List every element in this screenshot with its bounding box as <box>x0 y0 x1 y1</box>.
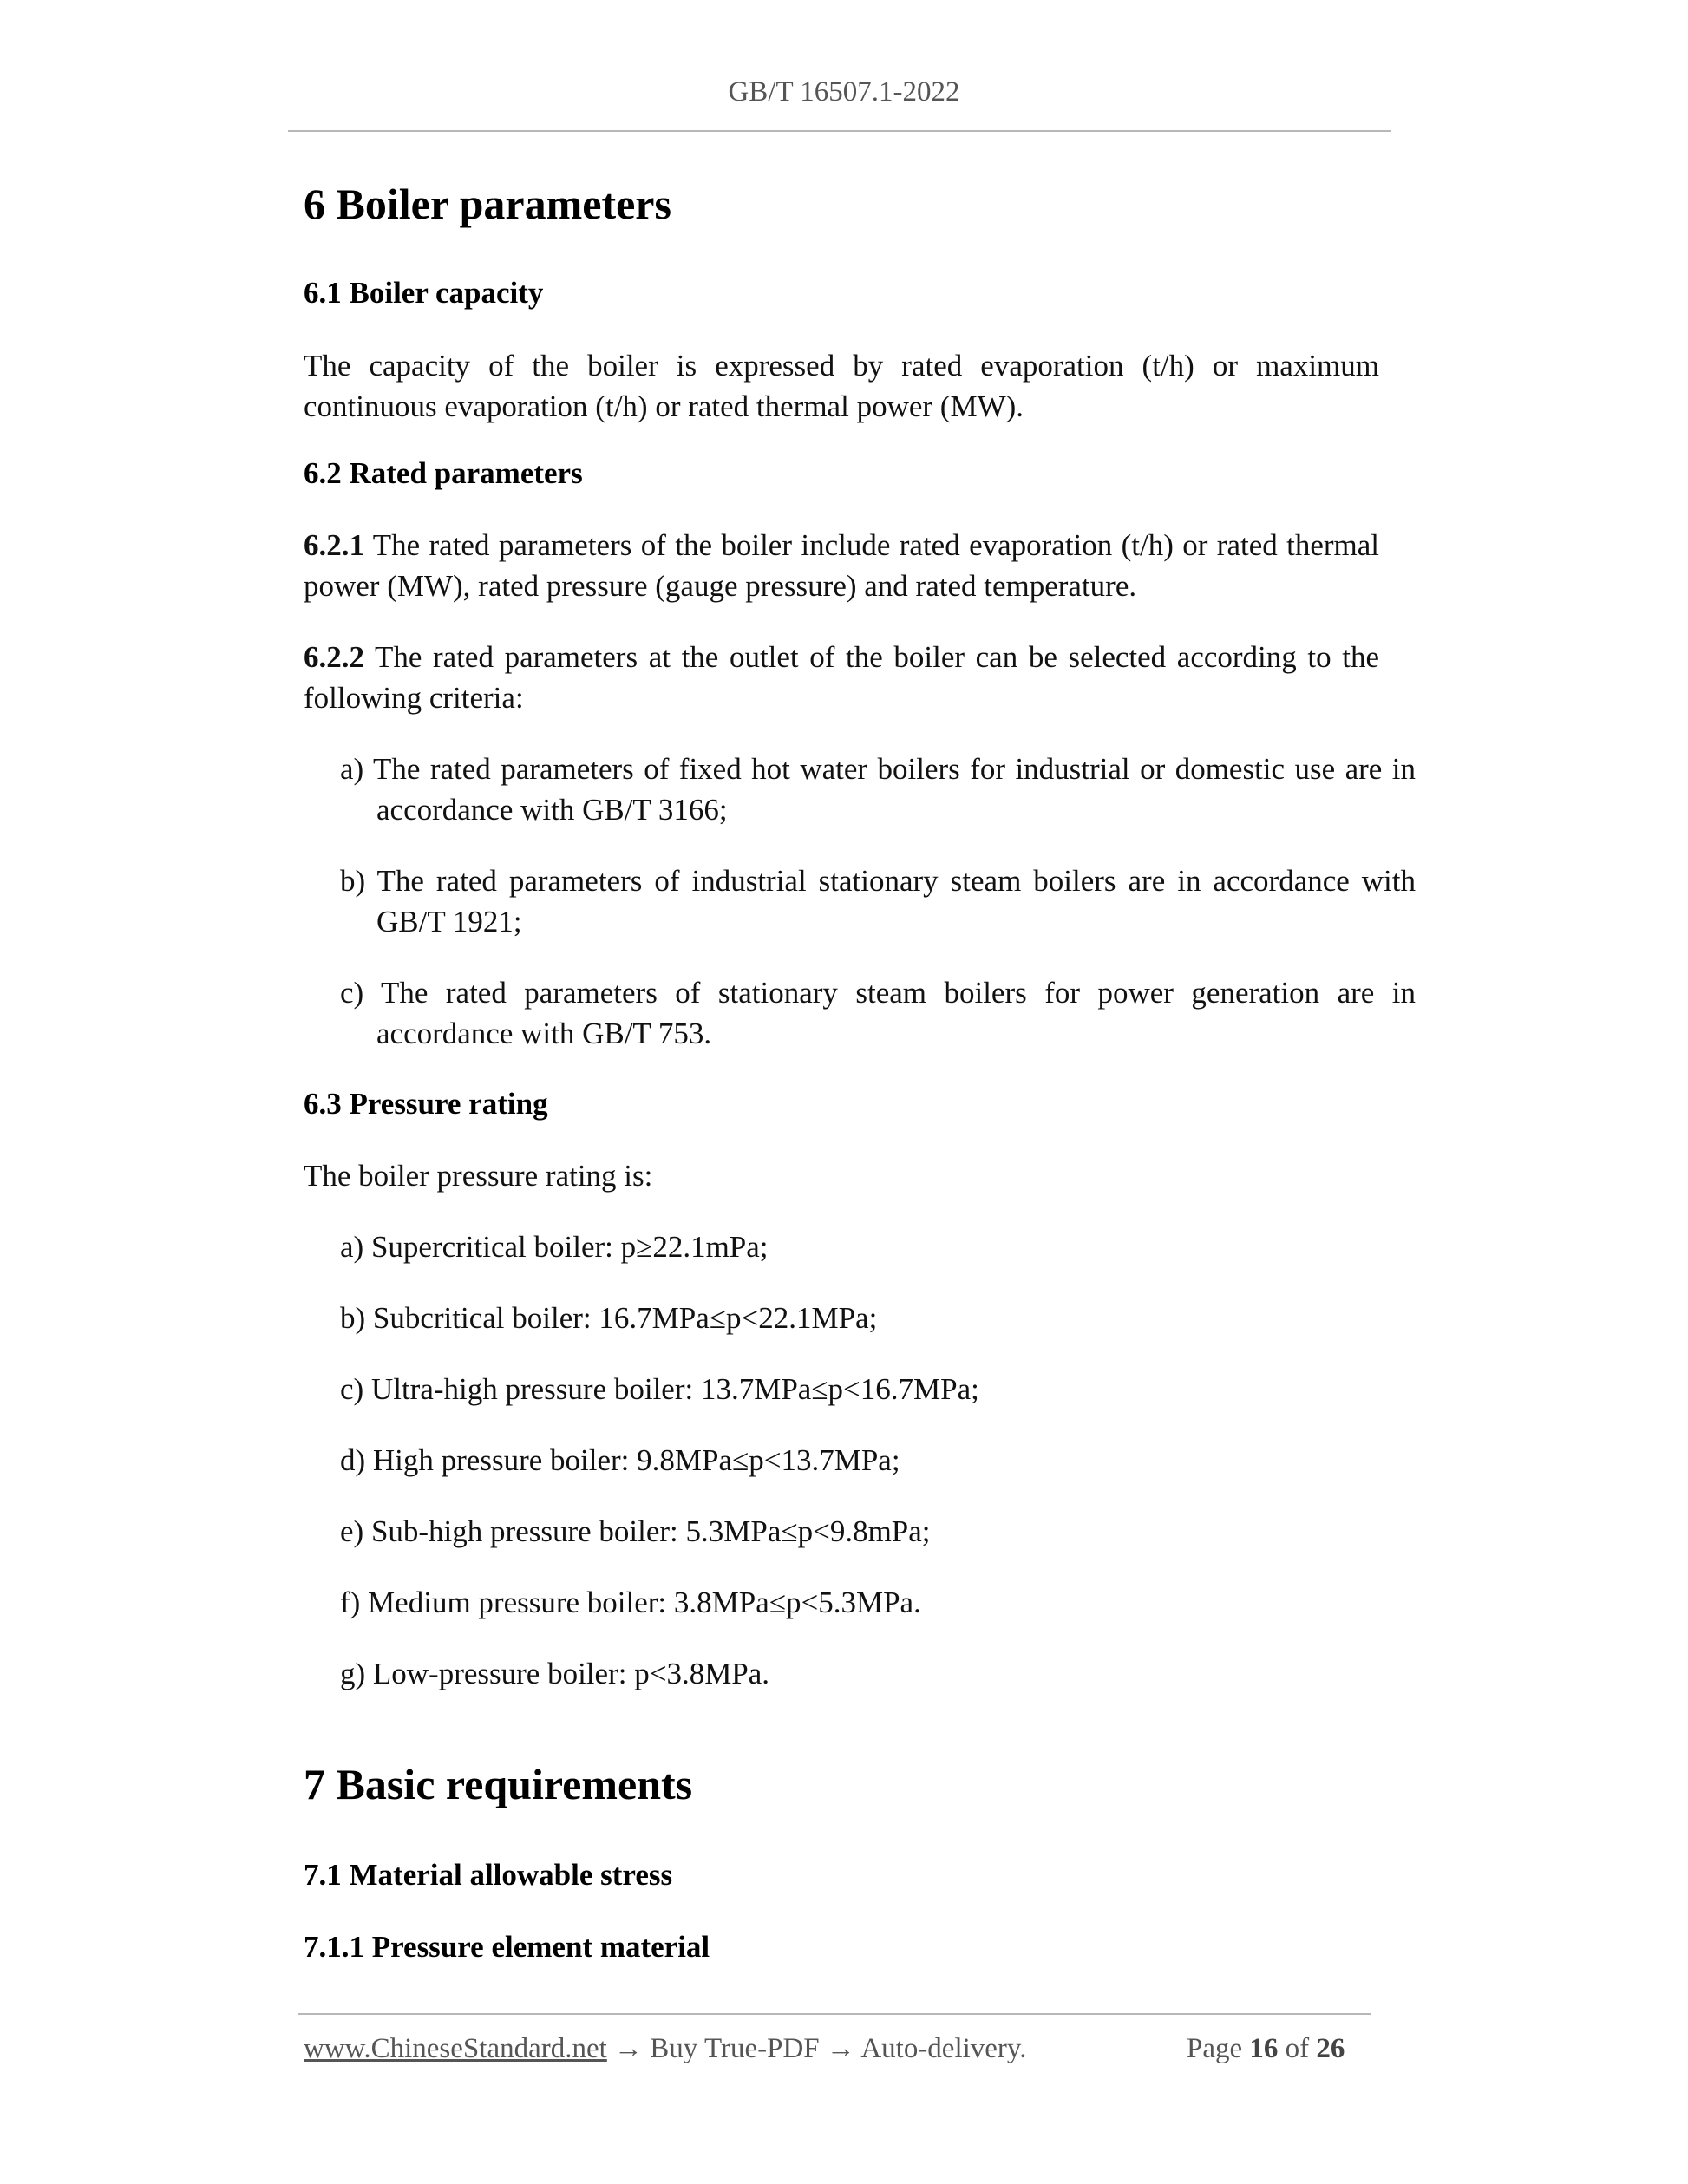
page-total: 26 <box>1316 2033 1345 2064</box>
footer-buy-text: Buy True-PDF <box>650 2033 820 2064</box>
list-item: a) The rated parameters of fixed hot water boilers for industrial or domestic use are in accordance with GB/T 3166; <box>340 752 1416 827</box>
footer-divider <box>298 2013 1371 2015</box>
page-current: 16 <box>1249 2033 1279 2064</box>
section-6-3-intro: The boiler pressure rating is: <box>304 1159 653 1193</box>
section-6-2-heading: 6.2 Rated parameters <box>304 456 583 490</box>
section-6-3-heading: 6.3 Pressure rating <box>304 1087 548 1121</box>
list-item: c) Ultra-high pressure boiler: 13.7MPa≤p<16.7MPa; <box>340 1372 979 1406</box>
list-item: b) Subcritical boiler: 16.7MPa≤p<22.1MPa; <box>340 1301 878 1335</box>
section-7-1-heading: 7.1 Material allowable stress <box>304 1858 673 1892</box>
footer-website-link[interactable]: www.ChineseStandard.net <box>304 2033 607 2064</box>
section-6-1-heading: 6.1 Boiler capacity <box>304 276 544 310</box>
clause-6-2-2-paragraph <box>304 637 1379 718</box>
header-standard-code: GB/T 16507.1-2022 <box>728 76 960 108</box>
section-6-1-paragraph: The capacity of the boiler is expressed by rated evaporation (t/h) or maximum continuous evaporation (t/h) or rated thermal power (MW). <box>304 349 1379 423</box>
clause-6-2-1-text: The rated parameters of the boiler include rated evaporation (t/h) or rated thermal power (MW), rated pressure (gauge pressure) and rated temperature. <box>304 528 1379 603</box>
section-6-heading: 6 Boiler parameters <box>304 180 671 228</box>
list-item: b) The rated parameters of industrial stationary steam boilers are in accordance with GB/T 1921; <box>340 864 1416 938</box>
clause-6-2-2-number: 6.2.2 <box>304 640 364 674</box>
list-item: a) Supercritical boiler: p≥22.1mPa; <box>340 1230 769 1264</box>
list-item: c) The rated parameters of stationary steam boilers for power generation are in accordance with GB/T 753. <box>340 976 1416 1050</box>
footer-delivery-text: Auto-delivery. <box>860 2033 1027 2064</box>
footer-page-indicator <box>1187 2033 1345 2065</box>
header-divider <box>288 130 1391 132</box>
clause-6-2-1-paragraph <box>304 525 1379 606</box>
arrow-right-icon: → <box>826 2033 855 2064</box>
section-7-1-1-heading: 7.1.1 Pressure element material <box>304 1930 710 1964</box>
list-item: e) Sub-high pressure boiler: 5.3MPa≤p<9.8mPa; <box>340 1514 931 1548</box>
list-item: d) High pressure boiler: 9.8MPa≤p<13.7MPa; <box>340 1443 900 1477</box>
clause-6-2-1-number: 6.2.1 <box>304 528 364 562</box>
page-of-label: of <box>1285 2033 1310 2064</box>
section-7-heading: 7 Basic requirements <box>304 1760 693 1808</box>
list-item: f) Medium pressure boiler: 3.8MPa≤p<5.3MPa. <box>340 1586 921 1619</box>
clause-6-2-2-text: The rated parameters at the outlet of the boiler can be selected according to the following criteria: <box>304 640 1379 715</box>
page-label: Page <box>1187 2033 1243 2064</box>
list-item: g) Low-pressure boiler: p<3.8MPa. <box>340 1657 770 1690</box>
arrow-right-icon: → <box>614 2033 644 2064</box>
footer-promo <box>304 2033 1027 2065</box>
